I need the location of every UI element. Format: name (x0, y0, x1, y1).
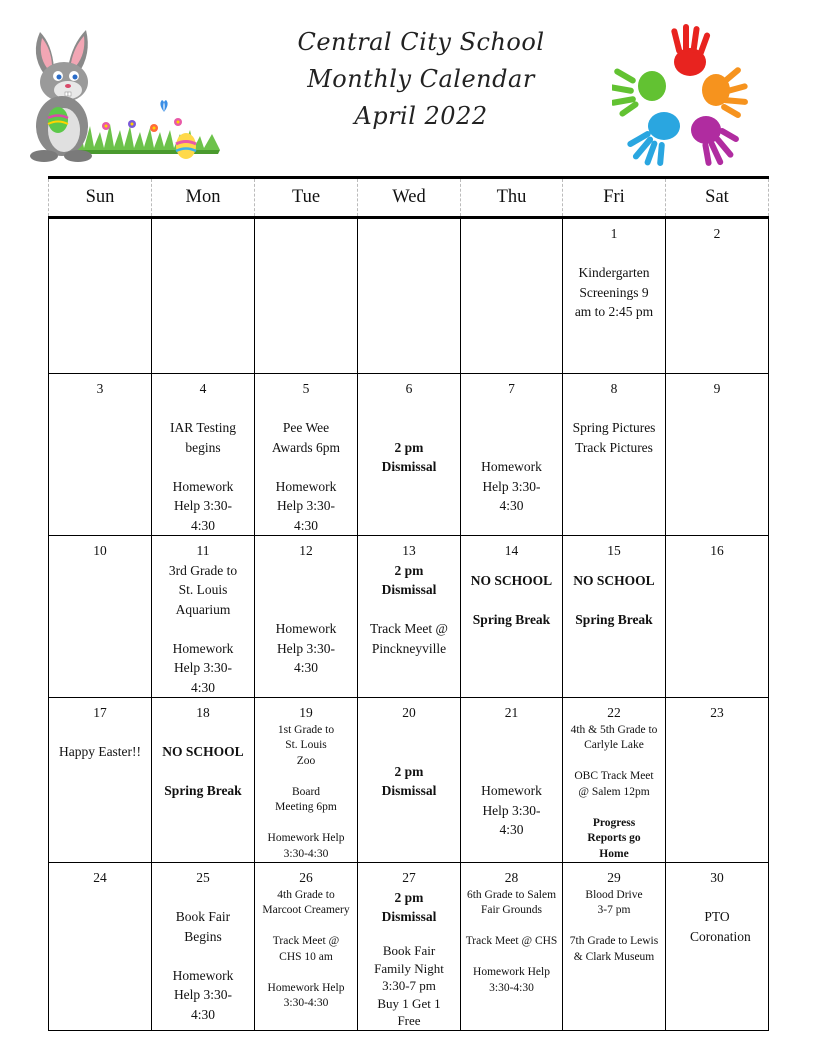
day-number: 30 (710, 870, 724, 885)
weekday-thu: Thu (461, 178, 563, 218)
day-cell (461, 536, 563, 698)
day-cell (563, 698, 666, 863)
day-number: 18 (196, 705, 210, 720)
day-number: 11 (196, 543, 210, 558)
event: Book Fair Begins (175, 909, 231, 944)
day-cell (666, 374, 769, 536)
day-cell-empty (358, 218, 461, 374)
event: 2 pm Dismissal (381, 562, 437, 597)
day-number: 27 (402, 870, 416, 885)
week-row (49, 536, 769, 698)
calendar-title (238, 24, 604, 135)
event: Track Meet @ CHS 10 am (272, 935, 340, 963)
event: 2 pm Dismissal (381, 889, 437, 924)
day-cell-empty (255, 218, 358, 374)
month-year: April 2022 (354, 102, 488, 130)
event: Blood Drive 3-7 pm (585, 888, 643, 916)
event: Homework Help 3:30-4:30 (473, 966, 550, 994)
weekday-wed: Wed (358, 178, 461, 218)
day-cell (563, 374, 666, 536)
event: 1st Grade to St. Louis Zoo (277, 723, 335, 767)
day-cell (666, 536, 769, 698)
event: Homework Help 3:30-4:30 (275, 478, 337, 533)
day-number: 21 (504, 705, 519, 720)
day-number: 22 (607, 705, 621, 720)
day-number: 12 (299, 543, 313, 558)
day-cell-empty (49, 218, 152, 374)
event: 4th & 5th Grade to Carlyle Lake (570, 723, 658, 751)
calendar-grid (48, 176, 769, 1031)
day-cell (49, 698, 152, 863)
day-cell (358, 374, 461, 536)
day-cell-empty (152, 218, 255, 374)
event: Track Meet @ CHS (465, 935, 558, 947)
day-cell (255, 374, 358, 536)
day-cell (563, 218, 666, 374)
day-cell (358, 698, 461, 863)
day-cell (49, 536, 152, 698)
event: NO SCHOOL (573, 572, 655, 588)
day-cell (666, 218, 769, 374)
event: 3rd Grade to St. Louis Aquarium (168, 562, 238, 617)
day-number: 9 (713, 381, 721, 396)
day-cell (666, 698, 769, 863)
day-number: 3 (96, 381, 104, 396)
page-header (0, 0, 816, 176)
day-number: 16 (710, 543, 724, 558)
day-cell (461, 863, 563, 1031)
day-cell (563, 536, 666, 698)
day-number: 29 (607, 870, 621, 885)
day-number: 7 (508, 381, 515, 396)
day-number: 1 (610, 226, 618, 241)
event: Track Meet @ Pinckneyville (370, 621, 448, 656)
day-number: 10 (93, 543, 107, 558)
event: Homework Help 3:30-4:30 (172, 478, 234, 533)
event: Homework Help 3:30-4:30 (275, 621, 337, 675)
event: NO SCHOOL (162, 744, 244, 759)
day-number: 19 (299, 705, 313, 720)
event: Spring Break (472, 611, 551, 627)
day-number: 4 (199, 381, 207, 396)
week-row (49, 698, 769, 863)
day-cell (255, 536, 358, 698)
day-cell (152, 698, 255, 863)
day-number: 20 (402, 705, 416, 720)
event: OBC Track Meet @ Salem 12pm (574, 770, 654, 798)
event: IAR Testing begins (170, 420, 236, 455)
event: Homework Help 3:30-4:30 (172, 640, 234, 695)
event: Pee Wee Awards 6pm (271, 420, 341, 455)
day-cell (255, 698, 358, 863)
easter-bunny-icon (14, 26, 230, 166)
day-number: 15 (607, 543, 621, 558)
event: Progress Reports go Home (587, 816, 641, 860)
handprints-icon (612, 22, 762, 170)
event: 2 pm Dismissal (381, 763, 437, 798)
week-row (49, 863, 769, 1031)
event: Kindergarten Screenings 9 am to 2:45 pm (574, 265, 654, 319)
event: 6th Grade to Salem Fair Grounds (466, 888, 557, 916)
event: Homework Help 3:30-4:30 (267, 981, 345, 1009)
day-number: 17 (93, 705, 107, 720)
calendar-subtitle: Monthly Calendar (307, 65, 535, 93)
day-cell (255, 863, 358, 1031)
day-cell (152, 863, 255, 1031)
weekday-fri: Fri (563, 178, 666, 218)
day-cell (49, 863, 152, 1031)
day-cell (563, 863, 666, 1031)
school-name: Central City School (297, 28, 545, 56)
event: Track Pictures (575, 439, 653, 455)
day-number: 14 (504, 543, 519, 558)
event: Happy Easter!! (58, 744, 142, 759)
day-number: 6 (405, 381, 413, 396)
day-number: 25 (196, 870, 210, 885)
day-cell (461, 374, 563, 536)
event: Homework Help 3:30-4:30 (267, 832, 345, 860)
event: NO SCHOOL (470, 572, 553, 588)
event: Spring Break (164, 783, 242, 798)
weekday-sat: Sat (666, 178, 769, 218)
weekday-tue: Tue (255, 178, 358, 218)
day-number: 28 (504, 870, 519, 885)
day-number: 26 (299, 870, 313, 885)
event: PTO Coronation (690, 909, 751, 944)
day-cell (461, 698, 563, 863)
day-cell (666, 863, 769, 1031)
event: Homework Help 3:30-4:30 (481, 459, 542, 513)
weekday-header-row (49, 178, 769, 218)
event: Spring Break (575, 611, 653, 627)
day-cell (49, 374, 152, 536)
day-cell-empty (461, 218, 563, 374)
day-cell (152, 374, 255, 536)
day-number: 2 (713, 226, 721, 241)
weekday-sun: Sun (49, 178, 152, 218)
event: Board Meeting 6pm (275, 785, 337, 813)
week-row (49, 374, 769, 536)
event: 2 pm Dismissal (381, 439, 437, 474)
event: 7th Grade to Lewis & Clark Museum (569, 935, 659, 963)
day-number: 5 (302, 381, 310, 396)
day-cell (152, 536, 255, 698)
week-row (49, 218, 769, 374)
day-cell (358, 863, 461, 1031)
weekday-mon: Mon (152, 178, 255, 218)
event: Book Fair Family Night 3:30-7 pm Buy 1 Get 1 Free (374, 943, 444, 1028)
event: 4th Grade to Marcoot Creamery (262, 888, 350, 916)
event: Homework Help 3:30-4:30 (172, 967, 234, 1022)
day-number: 13 (402, 543, 416, 558)
day-cell (358, 536, 461, 698)
event: Spring Pictures (572, 420, 656, 435)
day-number: 24 (93, 870, 107, 885)
day-number: 23 (710, 705, 724, 720)
event: Homework Help 3:30-4:30 (481, 783, 542, 837)
day-number: 8 (610, 381, 618, 396)
